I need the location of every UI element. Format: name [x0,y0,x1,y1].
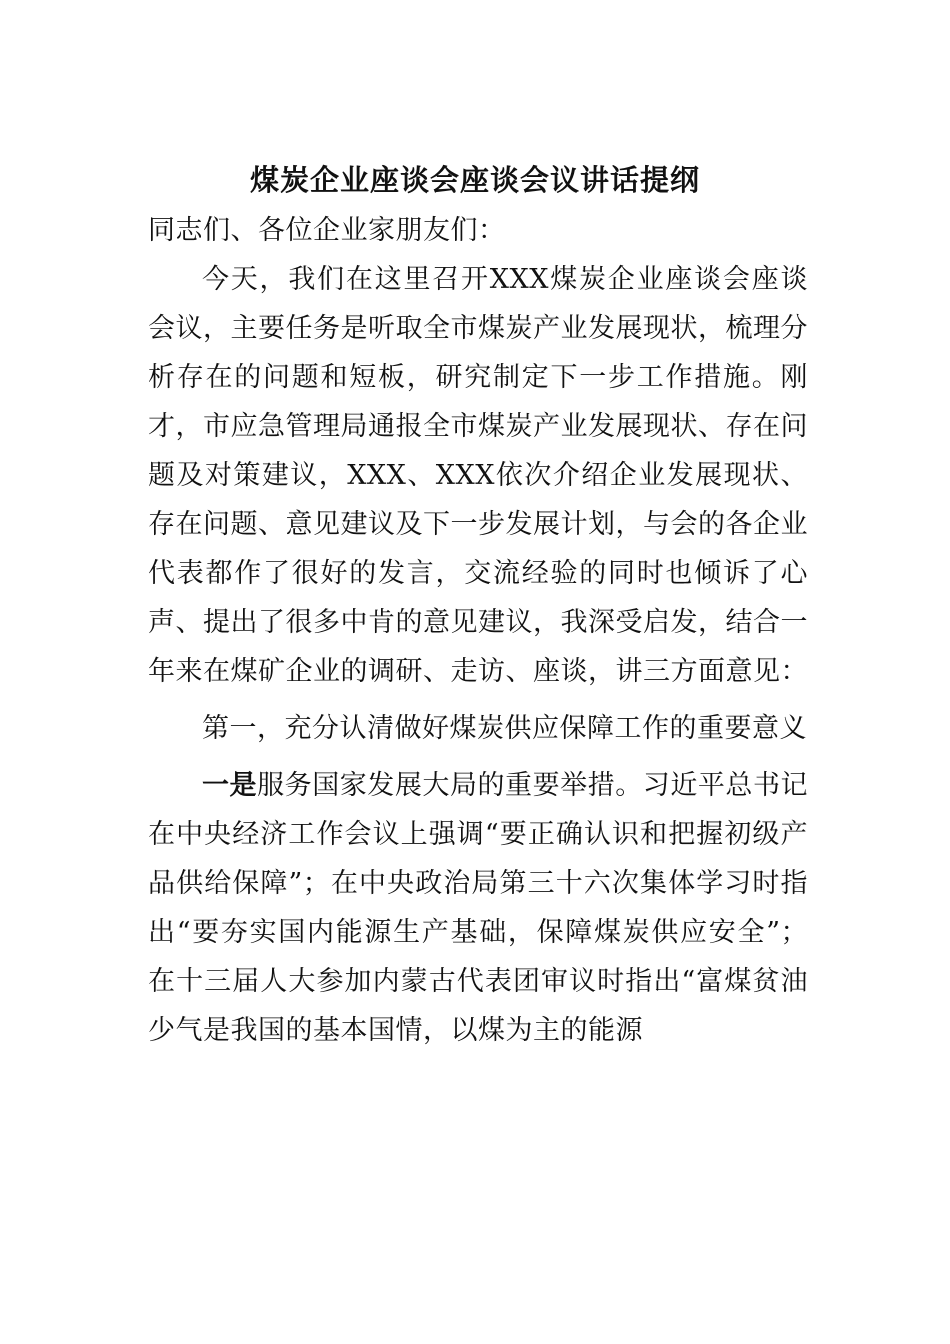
intro-paragraph: 今天，我们在这里召开XXX煤炭企业座谈会座谈会议，主要任务是听取全市煤炭产业发展现状，梳理分析存在的问题和短板，研究制定下一步工作措施。刚才，市应急管理局通报全市煤炭产业发展现状、存在问题及对策建议，XXX、XXX依次介绍企业发展现状、存在问题、意见建议及下一步发展计划，与会的各企业代表都作了很好的发言，交流经验的同时也倾诉了心声、提出了很多中肯的意见建议，我深受启发，结合一年来在煤矿企业的调研、走访、座谈，讲三方面意见： [148,264,808,687]
section-one-heading: 第一，充分认清做好煤炭供应保障工作的重要意义 [202,713,807,744]
document-title: 煤炭企业座谈会座谈会议讲话提纲 [249,163,700,197]
point-one-paragraph [148,761,808,1055]
salutation: 同志们、各位企业家朋友们： [148,215,506,246]
point-one-text: 服务国家发展大局的重要举措。习近平总书记在中央经济工作会议上强调“要正确认识和把握初级产品供给保障”；在中央政治局第三十六次集体学习时指出“要夯实国内能源生产基础，保障煤炭供应安全”；在十三届人大参加内蒙古代表团审议时指出“富煤贫油少气是我国的基本国情，以煤为主的能源 [148,770,809,1046]
document-body [148,206,808,1055]
point-one-lead: 一是 [202,770,258,801]
